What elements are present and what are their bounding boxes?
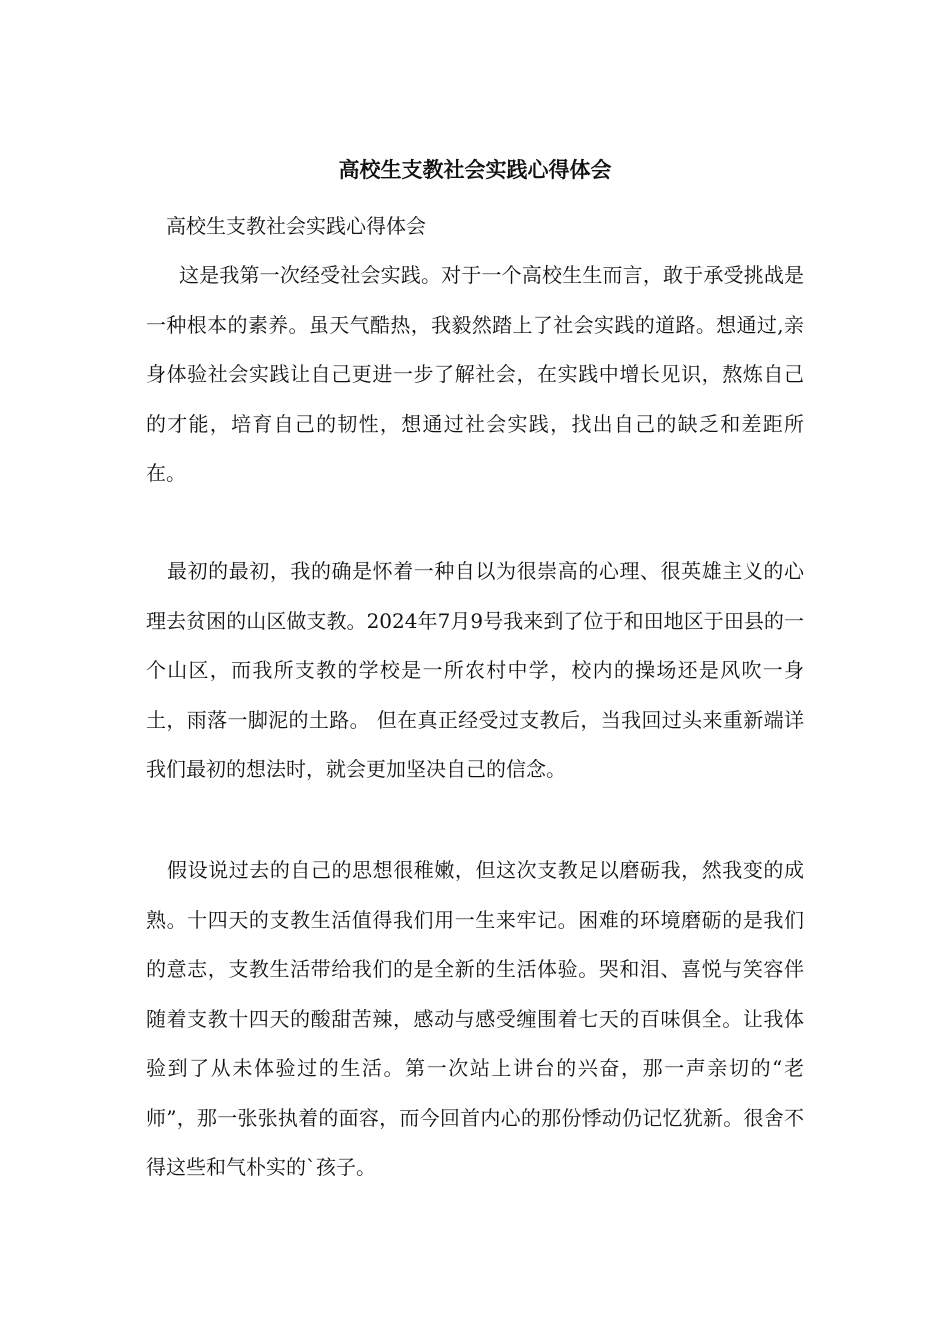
paragraph-1: 这是我第一次经受社会实践。对于一个高校生生而言，敢于承受挑战是一种根本的素养。虽天气酷热，我毅然踏上了社会实践的道路。想通过,亲身体验社会实践让自己更进一步了解社会，在实践中增长见识，熬炼自己的才能，培育自己的韧性，想通过社会实践，找出自己的缺乏和差距所在。 xyxy=(146,263,804,485)
document-subtitle: 高校生支教社会实践心得体会 xyxy=(166,214,426,238)
paragraph-3: 假设说过去的自己的思想很稚嫩，但这次支教足以磨砺我，然我变的成熟。十四天的支教生活值得我们用一生来牢记。困难的环境磨砺的是我们的意志，支教生活带给我们的是全新的生活体验。哭和泪、喜悦与笑容伴随着支教十四天的酸甜苦辣，感动与感受缠围着七天的百味俱全。让我体验到了从未体验过的生活。第一次站上讲台的兴奋，那一声亲切的“老师”，那一张张执着的面容，而今回首内心的那份悸动仍记忆犹新。很舍不得这些和气朴实的`孩子。 xyxy=(146,858,804,1179)
paragraph-2: 最初的最初，我的确是怀着一种自以为很崇高的心理、很英雄主义的心理去贫困的山区做支教。2024年7月9号我来到了位于和田地区于田县的一个山区，而我所支教的学校是一所农村中学，校内的操场还是风吹一身土，雨落一脚泥的土路。 但在真正经受过支教后，当我回过头来重新端详我们最初的想法时，就会更加坚决自己的信念。 xyxy=(146,559,804,781)
document-title: 高校生支教社会实践心得体会 xyxy=(338,157,612,182)
